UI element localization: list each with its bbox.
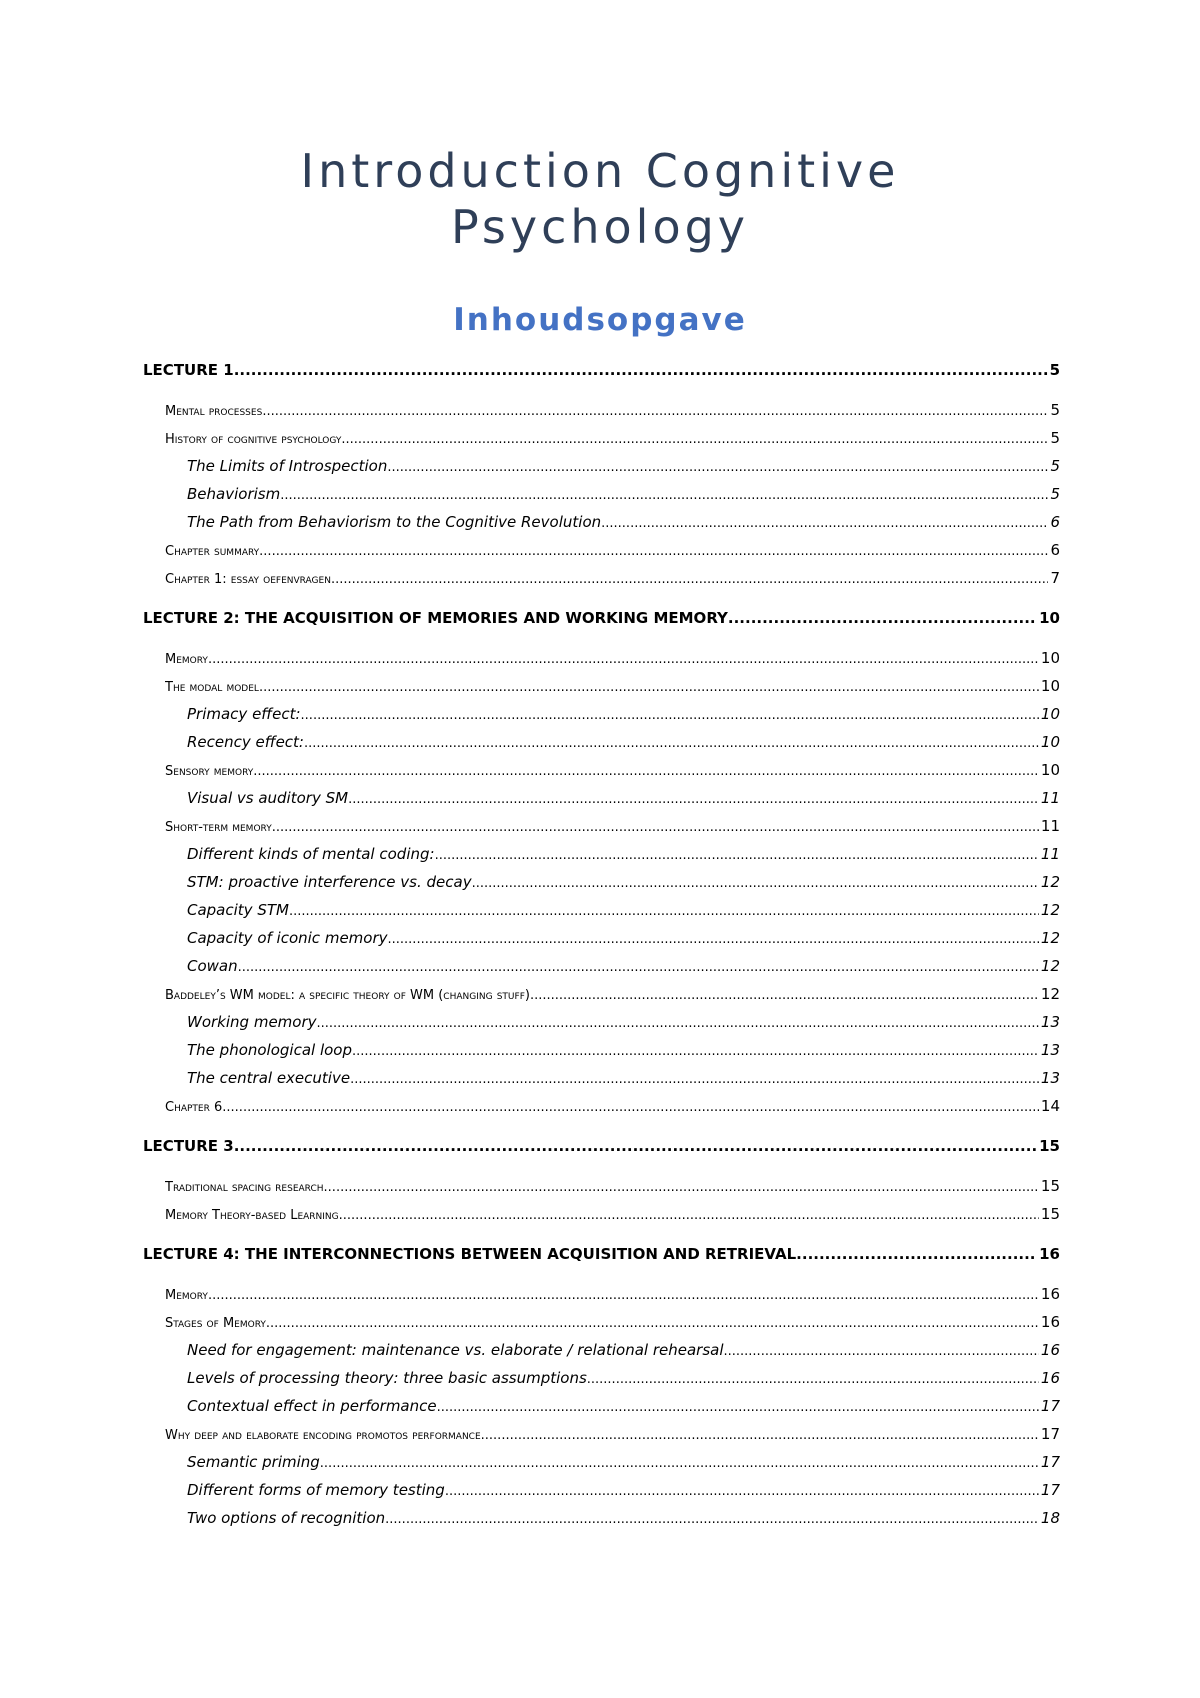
toc-entry-label: The Limits of Introspection [187,457,388,475]
toc-entry-page-number: 10 [1040,761,1060,779]
toc-dot-leader [385,1508,1039,1530]
toc-dot-leader [435,844,1039,866]
toc-entry-page-number: 15 [1040,1205,1060,1223]
toc-entry-level-2[interactable] [165,398,1060,422]
toc-dot-leader [341,428,1048,450]
toc-entry-label: Contextual effect in performance [187,1397,437,1415]
toc-entry-page-number: 16 [1040,1285,1060,1303]
toc-entry-page-number: 5 [1050,485,1060,503]
toc-entry-page-number: 5 [1050,401,1060,419]
toc-dot-leader [445,1480,1039,1502]
toc-entry-label: Cowan [187,957,238,975]
toc-entry-label: Working memory [187,1013,317,1031]
toc-dot-leader [437,1396,1039,1418]
toc-entry-label: Memory [165,652,208,667]
toc-dot-leader [350,1068,1039,1090]
toc-entry-level-3[interactable] [187,510,1060,534]
toc-entry-level-2[interactable] [165,1094,1060,1118]
toc-entry-page-number: 11 [1040,845,1060,863]
toc-entry-label: Visual vs auditory SM [187,789,349,807]
toc-entry-page-number: 12 [1040,957,1060,975]
toc-entry-level-3[interactable] [187,1506,1060,1530]
toc-entry-label: The central executive [187,1069,351,1087]
toc-entry-label: The phonological loop [187,1041,353,1059]
toc-entry-label: Memory [165,1288,208,1303]
toc-entry-label: Why deep and elaborate encoding promotos performance [165,1428,481,1443]
toc-entry-page-number: 5 [1050,457,1060,475]
toc-dot-leader [352,1040,1039,1062]
toc-entry-level-1[interactable] [143,606,1060,630]
toc-entry-label: The Path from Behaviorism to the Cognitive Revolution [187,513,602,531]
toc-entry-page-number: 6 [1050,541,1060,559]
toc-entry-page-number: 16 [1040,1369,1060,1387]
toc-entry-page-number: 12 [1040,901,1060,919]
toc-dot-leader [272,816,1039,838]
toc-entry-page-number: 12 [1040,929,1060,947]
toc-dot-leader [262,400,1048,422]
toc-entry-page-number: 14 [1040,1097,1060,1115]
toc-entry-label: Chapter 6 [165,1100,223,1115]
toc-entry-level-3[interactable] [187,1038,1060,1062]
toc-entry-page-number: 10 [1039,609,1060,627]
toc-dot-leader [320,1452,1039,1474]
toc-dot-leader [724,1340,1039,1362]
toc-dot-leader [304,732,1039,754]
toc-entry-label: Semantic priming [187,1453,320,1471]
toc-entry-page-number: 17 [1040,1453,1060,1471]
toc-entry-level-3[interactable] [187,954,1060,978]
toc-entry-label: Mental processes [165,404,263,419]
toc-entry-page-number: 17 [1040,1397,1060,1415]
toc-entry-label: The modal model [165,680,259,695]
toc-entry-level-3[interactable] [187,454,1060,478]
toc-entry-level-3[interactable] [187,898,1060,922]
toc-entry-page-number: 11 [1040,789,1060,807]
toc-entry-level-1[interactable] [143,1242,1060,1266]
toc-entry-level-3[interactable] [187,926,1060,950]
toc-dot-leader [289,900,1039,922]
toc-entry-page-number: 13 [1040,1041,1060,1059]
toc-entry-level-2[interactable] [165,814,1060,838]
toc-entry-level-3[interactable] [187,1010,1060,1034]
toc-entry-page-number: 10 [1040,733,1060,751]
toc-entry-page-number: 16 [1039,1245,1060,1263]
toc-dot-leader [481,1424,1039,1446]
toc-entry-level-2[interactable] [165,426,1060,450]
toc-entry-level-3[interactable] [187,702,1060,726]
toc-entry-label: Primacy effect: [187,705,301,723]
toc-dot-leader [331,568,1049,590]
toc-entry-level-3[interactable] [187,870,1060,894]
toc-entry-level-3[interactable] [187,730,1060,754]
toc-entry-level-3[interactable] [187,482,1060,506]
toc-dot-leader [259,676,1039,698]
toc-entry-label: LECTURE 3 [143,1137,234,1155]
toc-dot-leader [472,872,1039,894]
toc-entry-level-2[interactable] [165,1282,1060,1306]
toc-entry-level-3[interactable] [187,1338,1060,1362]
toc-entry-page-number: 17 [1040,1425,1060,1443]
toc-entry-label: Traditional spacing research [165,1180,324,1195]
toc-entry-page-number: 6 [1050,513,1060,531]
toc-dot-leader [280,484,1048,506]
toc-entry-label: Recency effect: [187,733,304,751]
toc-dot-leader [266,1312,1039,1334]
toc-dot-leader [601,512,1048,534]
toc-entry-level-2[interactable] [165,1202,1060,1226]
document-title-line-1: Introduction Cognitive [300,144,900,198]
toc-dot-leader [317,1012,1039,1034]
toc-entry-label: Chapter 1: essay oefenvragen [165,572,331,587]
toc-entry-page-number: 7 [1050,569,1060,587]
toc-entry-page-number: 10 [1040,677,1060,695]
toc-entry-level-3[interactable] [187,1066,1060,1090]
toc-entry-level-3[interactable] [187,1366,1060,1390]
toc-entry-label: Capacity of iconic memory [187,929,388,947]
toc-entry-level-3[interactable] [187,786,1060,810]
toc-entry-level-3[interactable] [187,1478,1060,1502]
toc-dot-leader [796,1242,1037,1266]
toc-entry-label: Different kinds of mental coding: [187,845,435,863]
toc-entry-page-number: 18 [1040,1509,1060,1527]
toc-dot-leader [222,1096,1039,1118]
toc-dot-leader [208,1284,1039,1306]
toc-dot-leader [387,456,1048,478]
toc-entry-label: Sensory memory [165,764,254,779]
toc-entry-page-number: 16 [1040,1341,1060,1359]
toc-entry-label: Need for engagement: maintenance vs. elaborate / relational rehearsal [187,1341,724,1359]
toc-entry-label: STM: proactive interference vs. decay [187,873,472,891]
toc-entry-page-number: 15 [1040,1177,1060,1195]
toc-entry-page-number: 5 [1049,361,1060,379]
toc-dot-leader [253,760,1039,782]
toc-entry-label: Two options of recognition [187,1509,386,1527]
toc-entry-page-number: 10 [1040,649,1060,667]
toc-entry-label: Memory Theory-based Learning [165,1208,339,1223]
toc-dot-leader [587,1368,1039,1390]
toc-dot-leader [388,928,1039,950]
toc-entry-label: LECTURE 4: THE INTERCONNECTIONS BETWEEN ACQUISITION AND RETRIEVAL [143,1245,797,1263]
toc-entry-label: Behaviorism [187,485,281,503]
toc-dot-leader [324,1176,1039,1198]
toc-dot-leader [348,788,1039,810]
toc-entry-level-2[interactable] [165,566,1060,590]
toc-entry-level-2[interactable] [165,1310,1060,1334]
toc-entry-page-number: 16 [1040,1313,1060,1331]
toc-entry-level-1[interactable] [143,358,1060,382]
toc-entry-label: Baddeley’s WM model: a specific theory of WM (changing stuff) [165,988,530,1003]
toc-entry-level-2[interactable] [165,982,1060,1006]
toc-entry-level-2[interactable] [165,1174,1060,1198]
toc-entry-level-2[interactable] [165,646,1060,670]
toc-entry-level-2[interactable] [165,758,1060,782]
toc-entry-level-2[interactable] [165,538,1060,562]
toc-entry-label: Short-term memory [165,820,272,835]
toc-dot-leader [238,956,1039,978]
toc-entry-page-number: 11 [1040,817,1060,835]
toc-dot-leader [208,648,1039,670]
toc-entry-page-number: 17 [1040,1481,1060,1499]
toc-entry-label: Different forms of memory testing [187,1481,445,1499]
toc-dot-leader [728,606,1037,630]
toc-entry-page-number: 13 [1040,1013,1060,1031]
toc-entry-page-number: 12 [1040,873,1060,891]
toc-entry-level-3[interactable] [187,1450,1060,1474]
toc-entry-label: History of cognitive psychology [165,432,342,447]
toc-entry-level-1[interactable] [143,1134,1060,1158]
toc-entry-level-3[interactable] [187,1394,1060,1418]
toc-entry-label: Chapter summary [165,544,260,559]
toc-entry-label: Capacity STM [187,901,289,919]
toc-entry-page-number: 10 [1040,705,1060,723]
toc-entry-label: Stages of Memory [165,1316,266,1331]
toc-entry-page-number: 15 [1039,1137,1060,1155]
toc-entry-level-2[interactable] [165,1422,1060,1446]
toc-entry-label: Levels of processing theory: three basic assumptions [187,1369,587,1387]
document-title-line-2: Psychology [450,200,750,254]
toc-heading: Inhoudsopgave [453,302,747,338]
toc-entry-label: LECTURE 1 [143,361,234,379]
toc-entry-page-number: 5 [1050,429,1060,447]
toc-dot-leader [530,984,1039,1006]
toc-dot-leader [339,1204,1039,1226]
toc-dot-leader [234,1134,1037,1158]
toc-entry-page-number: 12 [1040,985,1060,1003]
toc-dot-leader [234,358,1048,382]
toc-entry-level-3[interactable] [187,842,1060,866]
toc-entry-page-number: 13 [1040,1069,1060,1087]
toc-entry-label: LECTURE 2: THE ACQUISITION OF MEMORIES AND WORKING MEMORY [143,609,728,627]
toc-entry-level-2[interactable] [165,674,1060,698]
toc-dot-leader [301,704,1039,726]
toc-dot-leader [259,540,1048,562]
